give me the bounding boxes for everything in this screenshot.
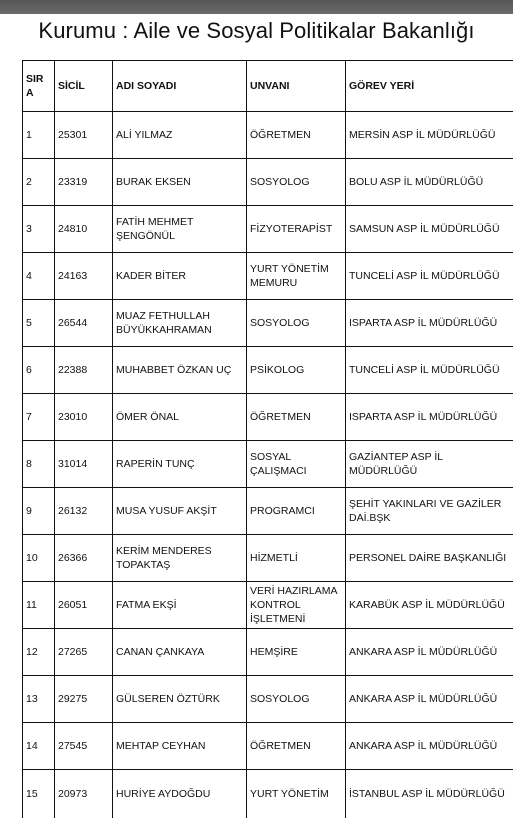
table-row bbox=[23, 394, 513, 441]
cell-gorev-yeri: ISPARTA ASP İL MÜDÜRLÜĞÜ bbox=[346, 394, 513, 441]
cell-gorev-yeri: KARABÜK ASP İL MÜDÜRLÜĞÜ bbox=[346, 582, 513, 629]
top-bar bbox=[0, 0, 513, 14]
table-row bbox=[23, 206, 513, 253]
cell-adi-soyadi: ALİ YILMAZ bbox=[113, 112, 247, 159]
table-row bbox=[23, 112, 513, 159]
cell-sira: 5 bbox=[23, 300, 55, 347]
cell-gorev-yeri: TUNCELİ ASP İL MÜDÜRLÜĞÜ bbox=[346, 253, 513, 300]
cell-unvani: YURT YÖNETİM MEMURU bbox=[247, 253, 346, 300]
cell-unvani: SOSYOLOG bbox=[247, 676, 346, 723]
col-header-unvani: UNVANI bbox=[247, 61, 346, 112]
cell-sira: 8 bbox=[23, 441, 55, 488]
cell-sira: 3 bbox=[23, 206, 55, 253]
cell-sira: 13 bbox=[23, 676, 55, 723]
cell-gorev-yeri: BOLU ASP İL MÜDÜRLÜĞÜ bbox=[346, 159, 513, 206]
cell-adi-soyadi: HURİYE AYDOĞDU bbox=[113, 770, 247, 818]
cell-adi-soyadi: BURAK EKSEN bbox=[113, 159, 247, 206]
cell-gorev-yeri: ANKARA ASP İL MÜDÜRLÜĞÜ bbox=[346, 723, 513, 770]
cell-sicil: 23319 bbox=[55, 159, 113, 206]
table-row bbox=[23, 723, 513, 770]
cell-unvani: ÖĞRETMEN bbox=[247, 723, 346, 770]
table-row bbox=[23, 770, 513, 818]
cell-sira: 7 bbox=[23, 394, 55, 441]
table-row bbox=[23, 441, 513, 488]
cell-unvani: FİZYOTERAPİST bbox=[247, 206, 346, 253]
col-header-adi-soyadi: ADI SOYADI bbox=[113, 61, 247, 112]
table-row bbox=[23, 488, 513, 535]
cell-unvani: VERİ HAZIRLAMA KONTROL İŞLETMENİ bbox=[247, 582, 346, 629]
cell-sira: 9 bbox=[23, 488, 55, 535]
cell-sira: 12 bbox=[23, 629, 55, 676]
cell-sicil: 26544 bbox=[55, 300, 113, 347]
cell-sicil: 24810 bbox=[55, 206, 113, 253]
table-body bbox=[23, 112, 513, 818]
cell-sicil: 22388 bbox=[55, 347, 113, 394]
table-header-row bbox=[23, 61, 513, 112]
cell-adi-soyadi: CANAN ÇANKAYA bbox=[113, 629, 247, 676]
table-row bbox=[23, 535, 513, 582]
cell-unvani: SOSYAL ÇALIŞMACI bbox=[247, 441, 346, 488]
table-row bbox=[23, 676, 513, 723]
cell-adi-soyadi: KERİM MENDERES TOPAKTAŞ bbox=[113, 535, 247, 582]
cell-gorev-yeri: PERSONEL DAİRE BAŞKANLIĞI bbox=[346, 535, 513, 582]
cell-sira: 10 bbox=[23, 535, 55, 582]
col-header-gorev-yeri: GÖREV YERİ bbox=[346, 61, 513, 112]
cell-sicil: 26366 bbox=[55, 535, 113, 582]
table-row bbox=[23, 159, 513, 206]
cell-gorev-yeri: SAMSUN ASP İL MÜDÜRLÜĞÜ bbox=[346, 206, 513, 253]
cell-unvani: ÖĞRETMEN bbox=[247, 394, 346, 441]
table-row bbox=[23, 253, 513, 300]
cell-adi-soyadi: FATİH MEHMET ŞENGÖNÜL bbox=[113, 206, 247, 253]
cell-sira: 2 bbox=[23, 159, 55, 206]
cell-sira: 11 bbox=[23, 582, 55, 629]
cell-gorev-yeri: TUNCELİ ASP İL MÜDÜRLÜĞÜ bbox=[346, 347, 513, 394]
cell-adi-soyadi: MEHTAP CEYHAN bbox=[113, 723, 247, 770]
page-title: Kurumu : Aile ve Sosyal Politikalar Bakanlığı bbox=[0, 18, 513, 44]
cell-unvani: HEMŞİRE bbox=[247, 629, 346, 676]
cell-gorev-yeri: MERSİN ASP İL MÜDÜRLÜĞÜ bbox=[346, 112, 513, 159]
cell-adi-soyadi: FATMA EKŞİ bbox=[113, 582, 247, 629]
cell-sira: 1 bbox=[23, 112, 55, 159]
cell-adi-soyadi: MUSA YUSUF AKŞİT bbox=[113, 488, 247, 535]
cell-unvani: HİZMETLİ bbox=[247, 535, 346, 582]
personnel-table bbox=[22, 60, 513, 818]
col-header-sira: SIRA bbox=[23, 61, 55, 112]
cell-gorev-yeri: İSTANBUL ASP İL MÜDÜRLÜĞÜ bbox=[346, 770, 513, 818]
cell-sicil: 24163 bbox=[55, 253, 113, 300]
cell-adi-soyadi: MUHABBET ÖZKAN UÇ bbox=[113, 347, 247, 394]
cell-unvani: SOSYOLOG bbox=[247, 300, 346, 347]
cell-gorev-yeri: ANKARA ASP İL MÜDÜRLÜĞÜ bbox=[346, 629, 513, 676]
cell-sicil: 26132 bbox=[55, 488, 113, 535]
cell-sira: 14 bbox=[23, 723, 55, 770]
cell-adi-soyadi: MUAZ FETHULLAH BÜYÜKKAHRAMAN bbox=[113, 300, 247, 347]
cell-unvani: PROGRAMCI bbox=[247, 488, 346, 535]
cell-sicil: 27265 bbox=[55, 629, 113, 676]
cell-sicil: 23010 bbox=[55, 394, 113, 441]
table-row bbox=[23, 347, 513, 394]
cell-sicil: 26051 bbox=[55, 582, 113, 629]
cell-adi-soyadi: KADER BİTER bbox=[113, 253, 247, 300]
cell-adi-soyadi: RAPERİN TUNÇ bbox=[113, 441, 247, 488]
table-row bbox=[23, 629, 513, 676]
cell-unvani: YURT YÖNETİM bbox=[247, 770, 346, 818]
cell-sicil: 27545 bbox=[55, 723, 113, 770]
cell-unvani: PSİKOLOG bbox=[247, 347, 346, 394]
cell-sicil: 29275 bbox=[55, 676, 113, 723]
cell-gorev-yeri: ANKARA ASP İL MÜDÜRLÜĞÜ bbox=[346, 676, 513, 723]
cell-adi-soyadi: ÖMER ÖNAL bbox=[113, 394, 247, 441]
cell-gorev-yeri: ISPARTA ASP İL MÜDÜRLÜĞÜ bbox=[346, 300, 513, 347]
cell-unvani: ÖĞRETMEN bbox=[247, 112, 346, 159]
cell-gorev-yeri: GAZİANTEP ASP İL MÜDÜRLÜĞÜ bbox=[346, 441, 513, 488]
cell-sicil: 20973 bbox=[55, 770, 113, 818]
cell-sira: 4 bbox=[23, 253, 55, 300]
cell-sira: 15 bbox=[23, 770, 55, 818]
cell-sicil: 31014 bbox=[55, 441, 113, 488]
cell-sira: 6 bbox=[23, 347, 55, 394]
col-header-sicil: SİCİL bbox=[55, 61, 113, 112]
table-row bbox=[23, 300, 513, 347]
cell-sicil: 25301 bbox=[55, 112, 113, 159]
table-row bbox=[23, 582, 513, 629]
cell-adi-soyadi: GÜLSEREN ÖZTÜRK bbox=[113, 676, 247, 723]
cell-gorev-yeri: ŞEHİT YAKINLARI VE GAZİLER DAİ.BŞK bbox=[346, 488, 513, 535]
cell-unvani: SOSYOLOG bbox=[247, 159, 346, 206]
